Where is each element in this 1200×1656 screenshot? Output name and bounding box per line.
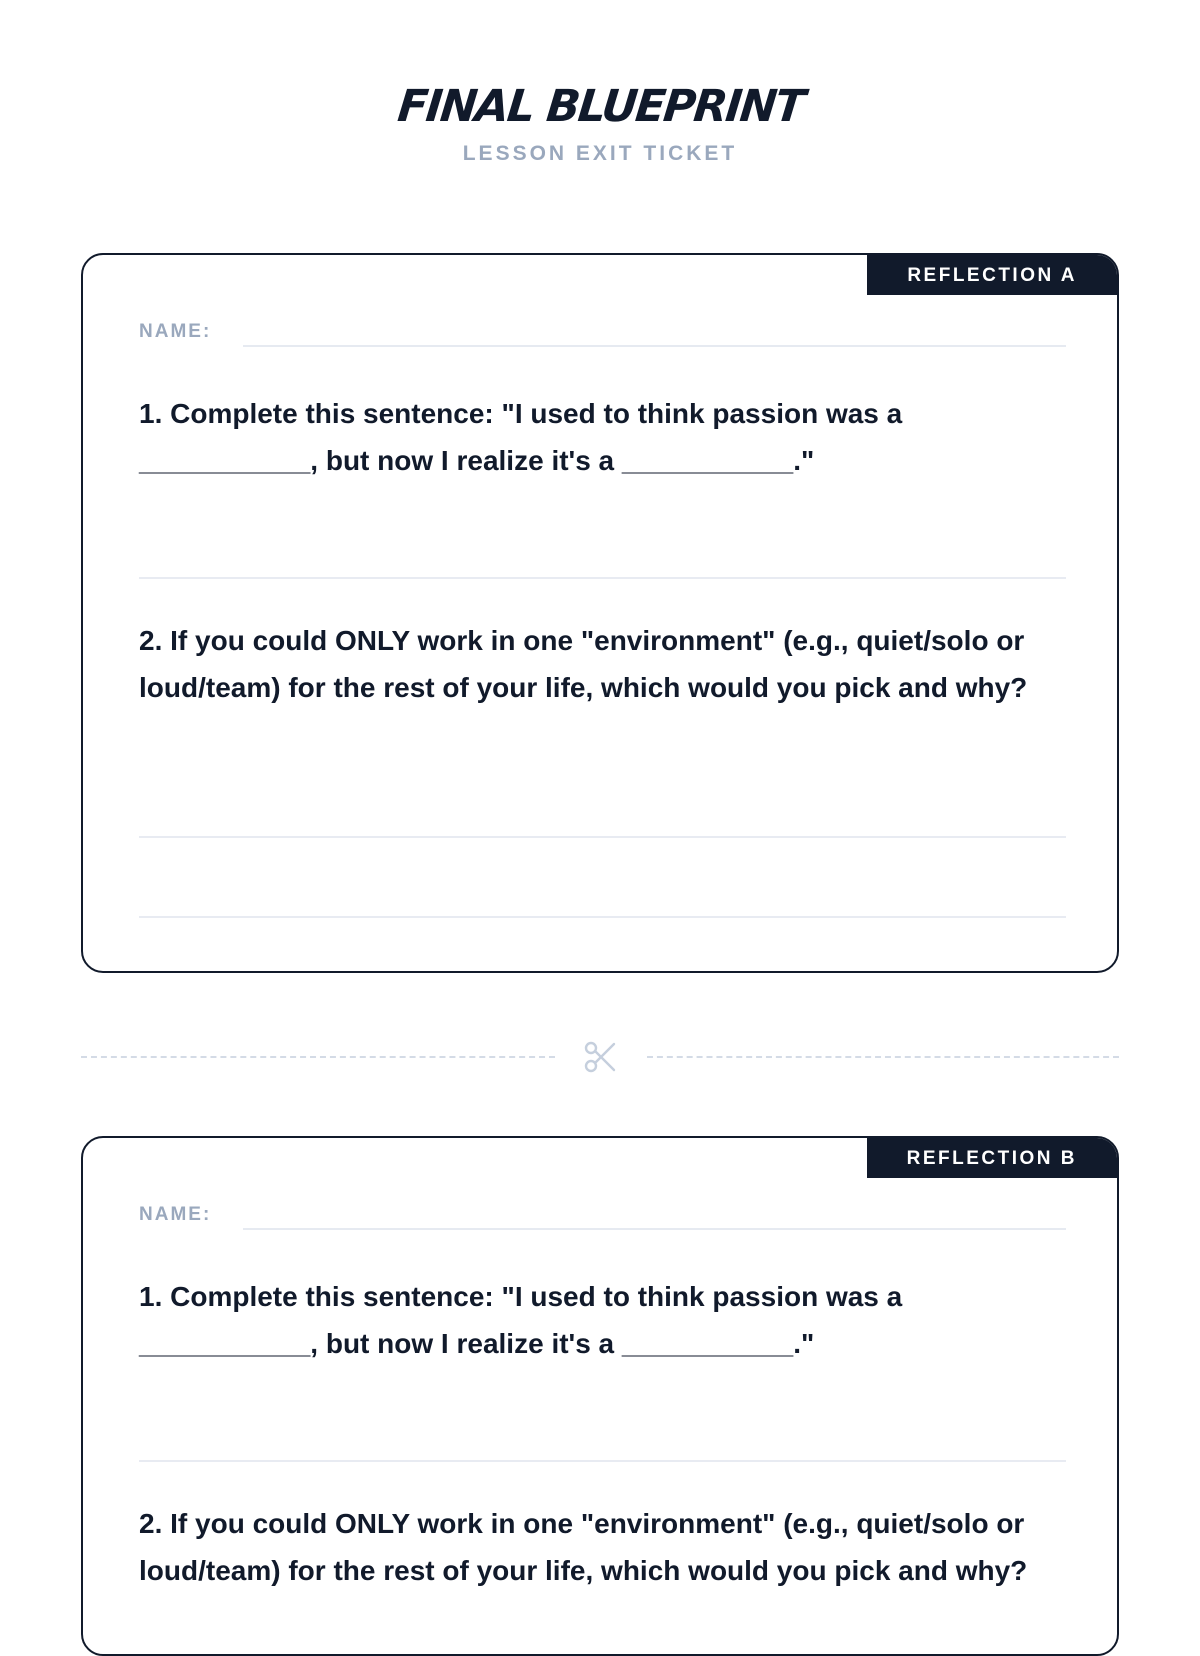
cut-line-divider bbox=[81, 1040, 1119, 1074]
answer-line[interactable] bbox=[139, 836, 1066, 838]
reflection-tag: REFLECTION A bbox=[867, 255, 1117, 295]
question-2: 2. If you could ONLY work in one "environment" (e.g., quiet/solo or loud/team) for the rest of your life, which would you pick and why? bbox=[139, 1508, 1028, 1586]
worksheet-header bbox=[0, 82, 1200, 166]
reflection-card-a bbox=[81, 253, 1119, 973]
question-2: 2. If you could ONLY work in one "environment" (e.g., quiet/solo or loud/team) for the rest of your life, which would you pick and why? bbox=[139, 625, 1028, 703]
dashed-line-left bbox=[81, 1056, 555, 1058]
reflection-card-b bbox=[81, 1136, 1119, 1656]
question-1: 1. Complete this sentence: "I used to think passion was a ___________, but now I realize it's a ___________." bbox=[139, 398, 903, 476]
answer-line[interactable] bbox=[139, 577, 1066, 579]
name-input-line[interactable] bbox=[243, 1228, 1066, 1230]
name-label: NAME: bbox=[139, 321, 212, 342]
page-subtitle: LESSON EXIT TICKET bbox=[462, 142, 738, 165]
name-field-row bbox=[139, 1200, 1066, 1230]
name-label: NAME: bbox=[139, 1204, 212, 1225]
name-field-row bbox=[139, 317, 1066, 347]
answer-line[interactable] bbox=[139, 916, 1066, 918]
answer-line[interactable] bbox=[139, 1460, 1066, 1462]
reflection-tag: REFLECTION B bbox=[867, 1138, 1117, 1178]
question-1: 1. Complete this sentence: "I used to think passion was a ___________, but now I realize it's a ___________." bbox=[139, 1281, 903, 1359]
page-title: FINAL BLUEPRINT bbox=[394, 81, 806, 132]
scissors-icon bbox=[583, 1040, 617, 1074]
name-input-line[interactable] bbox=[243, 345, 1066, 347]
dashed-line-right bbox=[647, 1056, 1119, 1058]
